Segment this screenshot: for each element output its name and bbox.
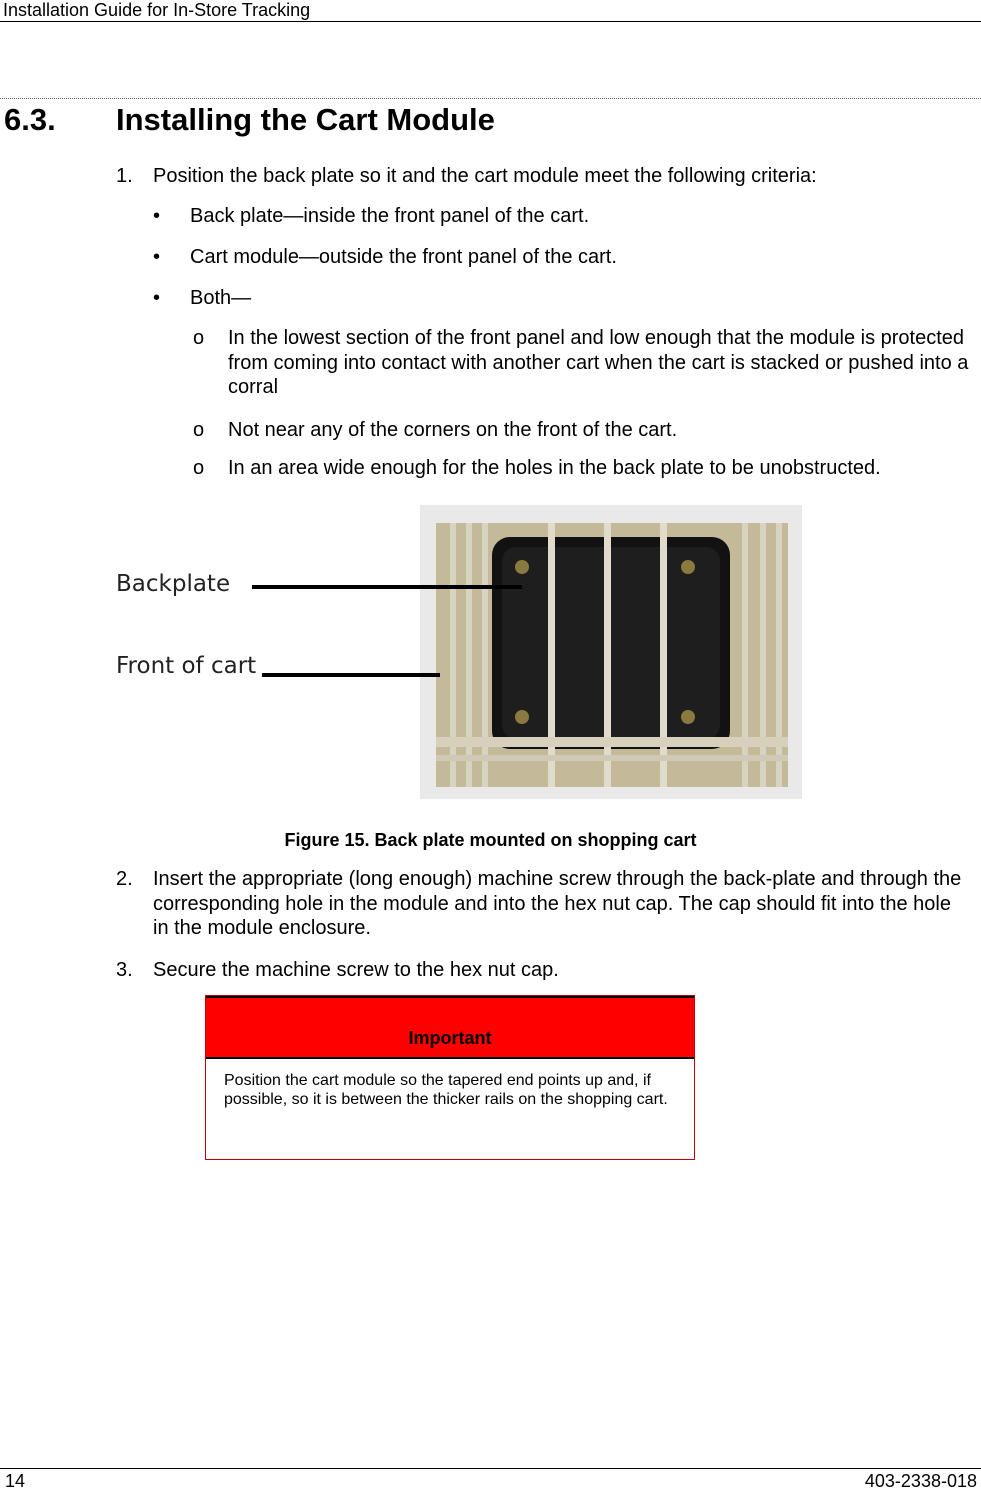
step-marker: 3. [116,959,133,981]
section-number: 6.3. [4,102,56,137]
bullet-marker: • [153,287,161,309]
screw-hole [515,560,529,574]
step-marker: 1. [116,165,133,187]
subbullet-text: In an area wide enough for the holes in the back plate to be unobstructed. [228,457,881,479]
cart-photo-illustration [110,505,810,801]
bullet-marker: • [153,246,161,268]
section-heading: Installing the Cart Module [116,102,495,137]
bullet-text: Back plate—inside the front panel of the cart. [190,205,590,227]
section-divider [0,98,981,99]
figure-back-plate [110,505,810,801]
subbullet-text: In the lowest section of the front panel and low enough that the module is protected from coming into contact with another cart when the cart is stacked or pushed into a corral [228,327,969,398]
subbullet-marker: o [193,419,205,441]
label-backplate: Backplate [116,571,231,597]
subbullet-marker: o [193,457,205,479]
bullet-text: Cart module—outside the front panel of the cart. [190,246,617,268]
subbullet-marker: o [193,327,205,349]
step-text: Insert the appropriate (long enough) machine screw through the back-plate and through the corresponding hole in the module and into the hex nut cap. The cap should fit into the hole in the module enclosure. [153,868,962,939]
cart-wire [450,523,456,787]
screw-hole [515,710,529,724]
document-number: 403-2338-018 [864,1471,977,1491]
bullet-marker: • [153,205,161,227]
step-marker: 2. [116,868,133,890]
running-header: Installation Guide for In-Store Tracking [3,0,311,20]
screw-hole [681,710,695,724]
figure-caption: Figure 15. Back plate mounted on shopping cart [284,830,697,850]
bullet-text: Both— [190,287,252,309]
section-title [4,100,495,140]
header-rule [0,21,981,22]
screw-hole [681,560,695,574]
step-text: Position the back plate so it and the cart module meet the following criteria: [153,165,817,187]
important-heading: Important [206,996,694,1059]
step-text: Secure the machine screw to the hex nut cap. [153,959,559,981]
subbullet-text: Not near any of the corners on the front of the cart. [228,419,678,441]
cart-rail [436,737,788,747]
footer-rule [0,1468,981,1469]
important-callout [205,995,695,1160]
label-front-of-cart: Front of cart [116,653,257,679]
page-number: 14 [5,1471,26,1491]
important-body: Position the cart module so the tapered end points up and, if possible, so it is between the thicker rails on the shopping cart. [224,1072,668,1108]
